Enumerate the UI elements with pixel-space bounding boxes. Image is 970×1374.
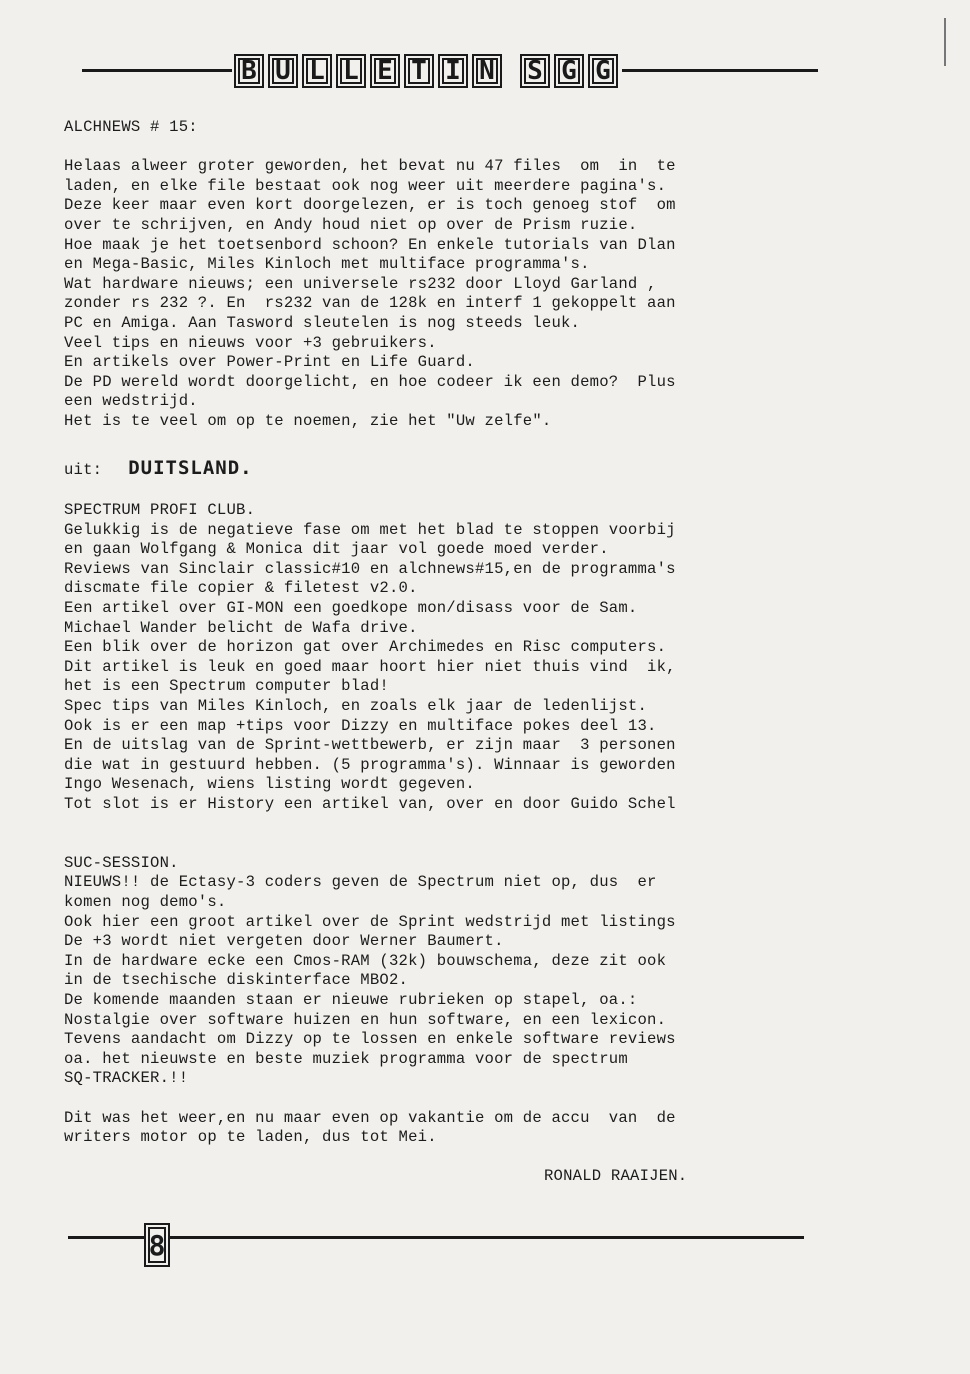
alchnews-line: De PD wereld wordt doorgelicht, en hoe codeer ik een demo? Plus — [64, 372, 676, 391]
profi-line: discmate file copier & filetest v2.0. — [64, 579, 418, 598]
suc-line: De +3 wordt niet vergeten door Werner Baumert. — [64, 932, 504, 951]
origin-heading — [64, 459, 854, 489]
suc-line: De komende maanden staan er nieuwe rubrieken op stapel, oa.: — [64, 990, 638, 1009]
profi-line: Ingo Wesenach, wiens listing wordt gegeven. — [64, 775, 475, 794]
masthead-letter: L — [336, 54, 366, 88]
alchnews-line: Helaas alweer groter geworden, het bevat nu 47 files om in te — [64, 157, 676, 176]
closing-line: Dit was het weer,en nu maar even op vakantie om de accu van de — [64, 1108, 676, 1127]
page-edge-mark — [944, 18, 946, 66]
masthead-letter: E — [370, 54, 400, 88]
profi-line: Reviews van Sinclair classic#10 en alchnews#15,en de programma's — [64, 559, 676, 578]
suc-line: NIEUWS!! de Ectasy-3 coders geven de Spectrum niet op, dus er — [64, 873, 657, 892]
closing-line: writers motor op te laden, dus tot Mei. — [64, 1128, 437, 1147]
origin-label: uit: — [64, 461, 103, 480]
profi-line: En de uitslag van de Sprint-wettbewerb, er zijn maar 3 personen — [64, 736, 676, 755]
footer-rule — [68, 1236, 804, 1239]
signature: RONALD RAAIJEN. — [544, 1167, 688, 1186]
alchnews-line: een wedstrijd. — [64, 392, 198, 411]
article-body — [64, 118, 854, 1187]
suc-line: oa. het nieuwste en beste muziek programma voor de spectrum — [64, 1049, 628, 1068]
profi-line: Gelukkig is de negatieve fase om met het blad te stoppen voorbij — [64, 520, 676, 539]
alchnews-line: Het is te veel om op te noemen, zie het "Uw zelfe". — [64, 411, 552, 430]
header-rule-left — [82, 69, 232, 72]
section-heading-suc: SUC-SESSION. — [64, 853, 179, 872]
alchnews-line: PC en Amiga. Aan Tasword sleutelen is nog steeds leuk. — [64, 313, 581, 332]
profi-line: Michael Wander belicht de Wafa drive. — [64, 618, 418, 637]
suc-line: komen nog demo's. — [64, 892, 227, 911]
suc-line: in de tsechische diskinterface MBO2. — [64, 971, 409, 990]
masthead-letter: G — [588, 54, 618, 88]
alchnews-line: en Mega-Basic, Miles Kinloch met multiface programma's. — [64, 255, 590, 274]
masthead-letter: S — [520, 54, 550, 88]
masthead-letter: U — [268, 54, 298, 88]
alchnews-line: En artikels over Power-Print en Life Guard. — [64, 353, 475, 372]
origin-country: DUITSLAND. — [128, 457, 253, 480]
profi-line: het is een Spectrum computer blad! — [64, 677, 389, 696]
suc-line: Nostalgie over software huizen en hun software, en een lexicon. — [64, 1010, 667, 1029]
profi-line: Dit artikel is leuk en goed maar hoort hier niet thuis vind ik, — [64, 657, 676, 676]
page-number: 8 — [144, 1223, 170, 1267]
profi-line: en gaan Wolfgang & Monica dit jaar vol goede moed verder. — [64, 540, 609, 559]
profi-line: Tot slot is er History een artikel van, over en door Guido Schel — [64, 795, 676, 813]
profi-line: Een artikel over GI-MON een goedkope mon/disass voor de Sam. — [64, 599, 638, 618]
suc-line: Tevens aandacht om Dizzy op te lossen en enkele software reviews — [64, 1030, 676, 1049]
alchnews-line: Veel tips en nieuws voor +3 gebruikers. — [64, 333, 437, 352]
masthead-letter: B — [234, 54, 264, 88]
alchnews-line: Deze keer maar even kort doorgelezen, er is toch genoeg stof om — [64, 196, 676, 215]
masthead-letter: L — [302, 54, 332, 88]
masthead-letter: G — [554, 54, 584, 88]
suc-line: Ook hier een groot artikel over de Sprint wedstrijd met listings — [64, 912, 676, 931]
masthead — [234, 52, 618, 90]
suc-line: SQ-TRACKER.!! — [64, 1069, 189, 1088]
masthead-letter: N — [472, 54, 502, 88]
alchnews-line: zonder rs 232 ?. En rs232 van de 128k en interf 1 gekoppelt aan — [64, 294, 676, 313]
suc-line: In de hardware ecke een Cmos-RAM (32k) bouwschema, deze zit ook — [64, 951, 667, 970]
alchnews-line: Wat hardware nieuws; een universele rs232 door Lloyd Garland , — [64, 274, 657, 293]
profi-line: Spec tips van Miles Kinloch, en zoals elk jaar de ledenlijst. — [64, 697, 648, 716]
profi-line: Ook is er een map +tips voor Dizzy en multiface pokes deel 13. — [64, 716, 657, 735]
alchnews-line: laden, en elke file bestaat ook nog weer uit meerdere pagina's. — [64, 176, 667, 195]
header-rule-right — [622, 69, 818, 72]
masthead-letter: I — [438, 54, 468, 88]
masthead-spacer — [506, 54, 516, 88]
profi-line: Een blik over de horizon gat over Archimedes en Risc computers. — [64, 638, 667, 657]
alchnews-line: Hoe maak je het toetsenbord schoon? En enkele tutorials van Dlan — [64, 235, 676, 254]
section-heading-profi: SPECTRUM PROFI CLUB. — [64, 501, 256, 520]
section-heading-alchnews: ALCHNEWS # 15: — [64, 118, 198, 136]
masthead-letter: T — [404, 54, 434, 88]
alchnews-line: over te schrijven, en Andy houd niet op over de Prism ruzie. — [64, 215, 638, 234]
profi-line: die wat in gestuurd hebben. (5 programma's). Winnaar is geworden — [64, 755, 676, 774]
